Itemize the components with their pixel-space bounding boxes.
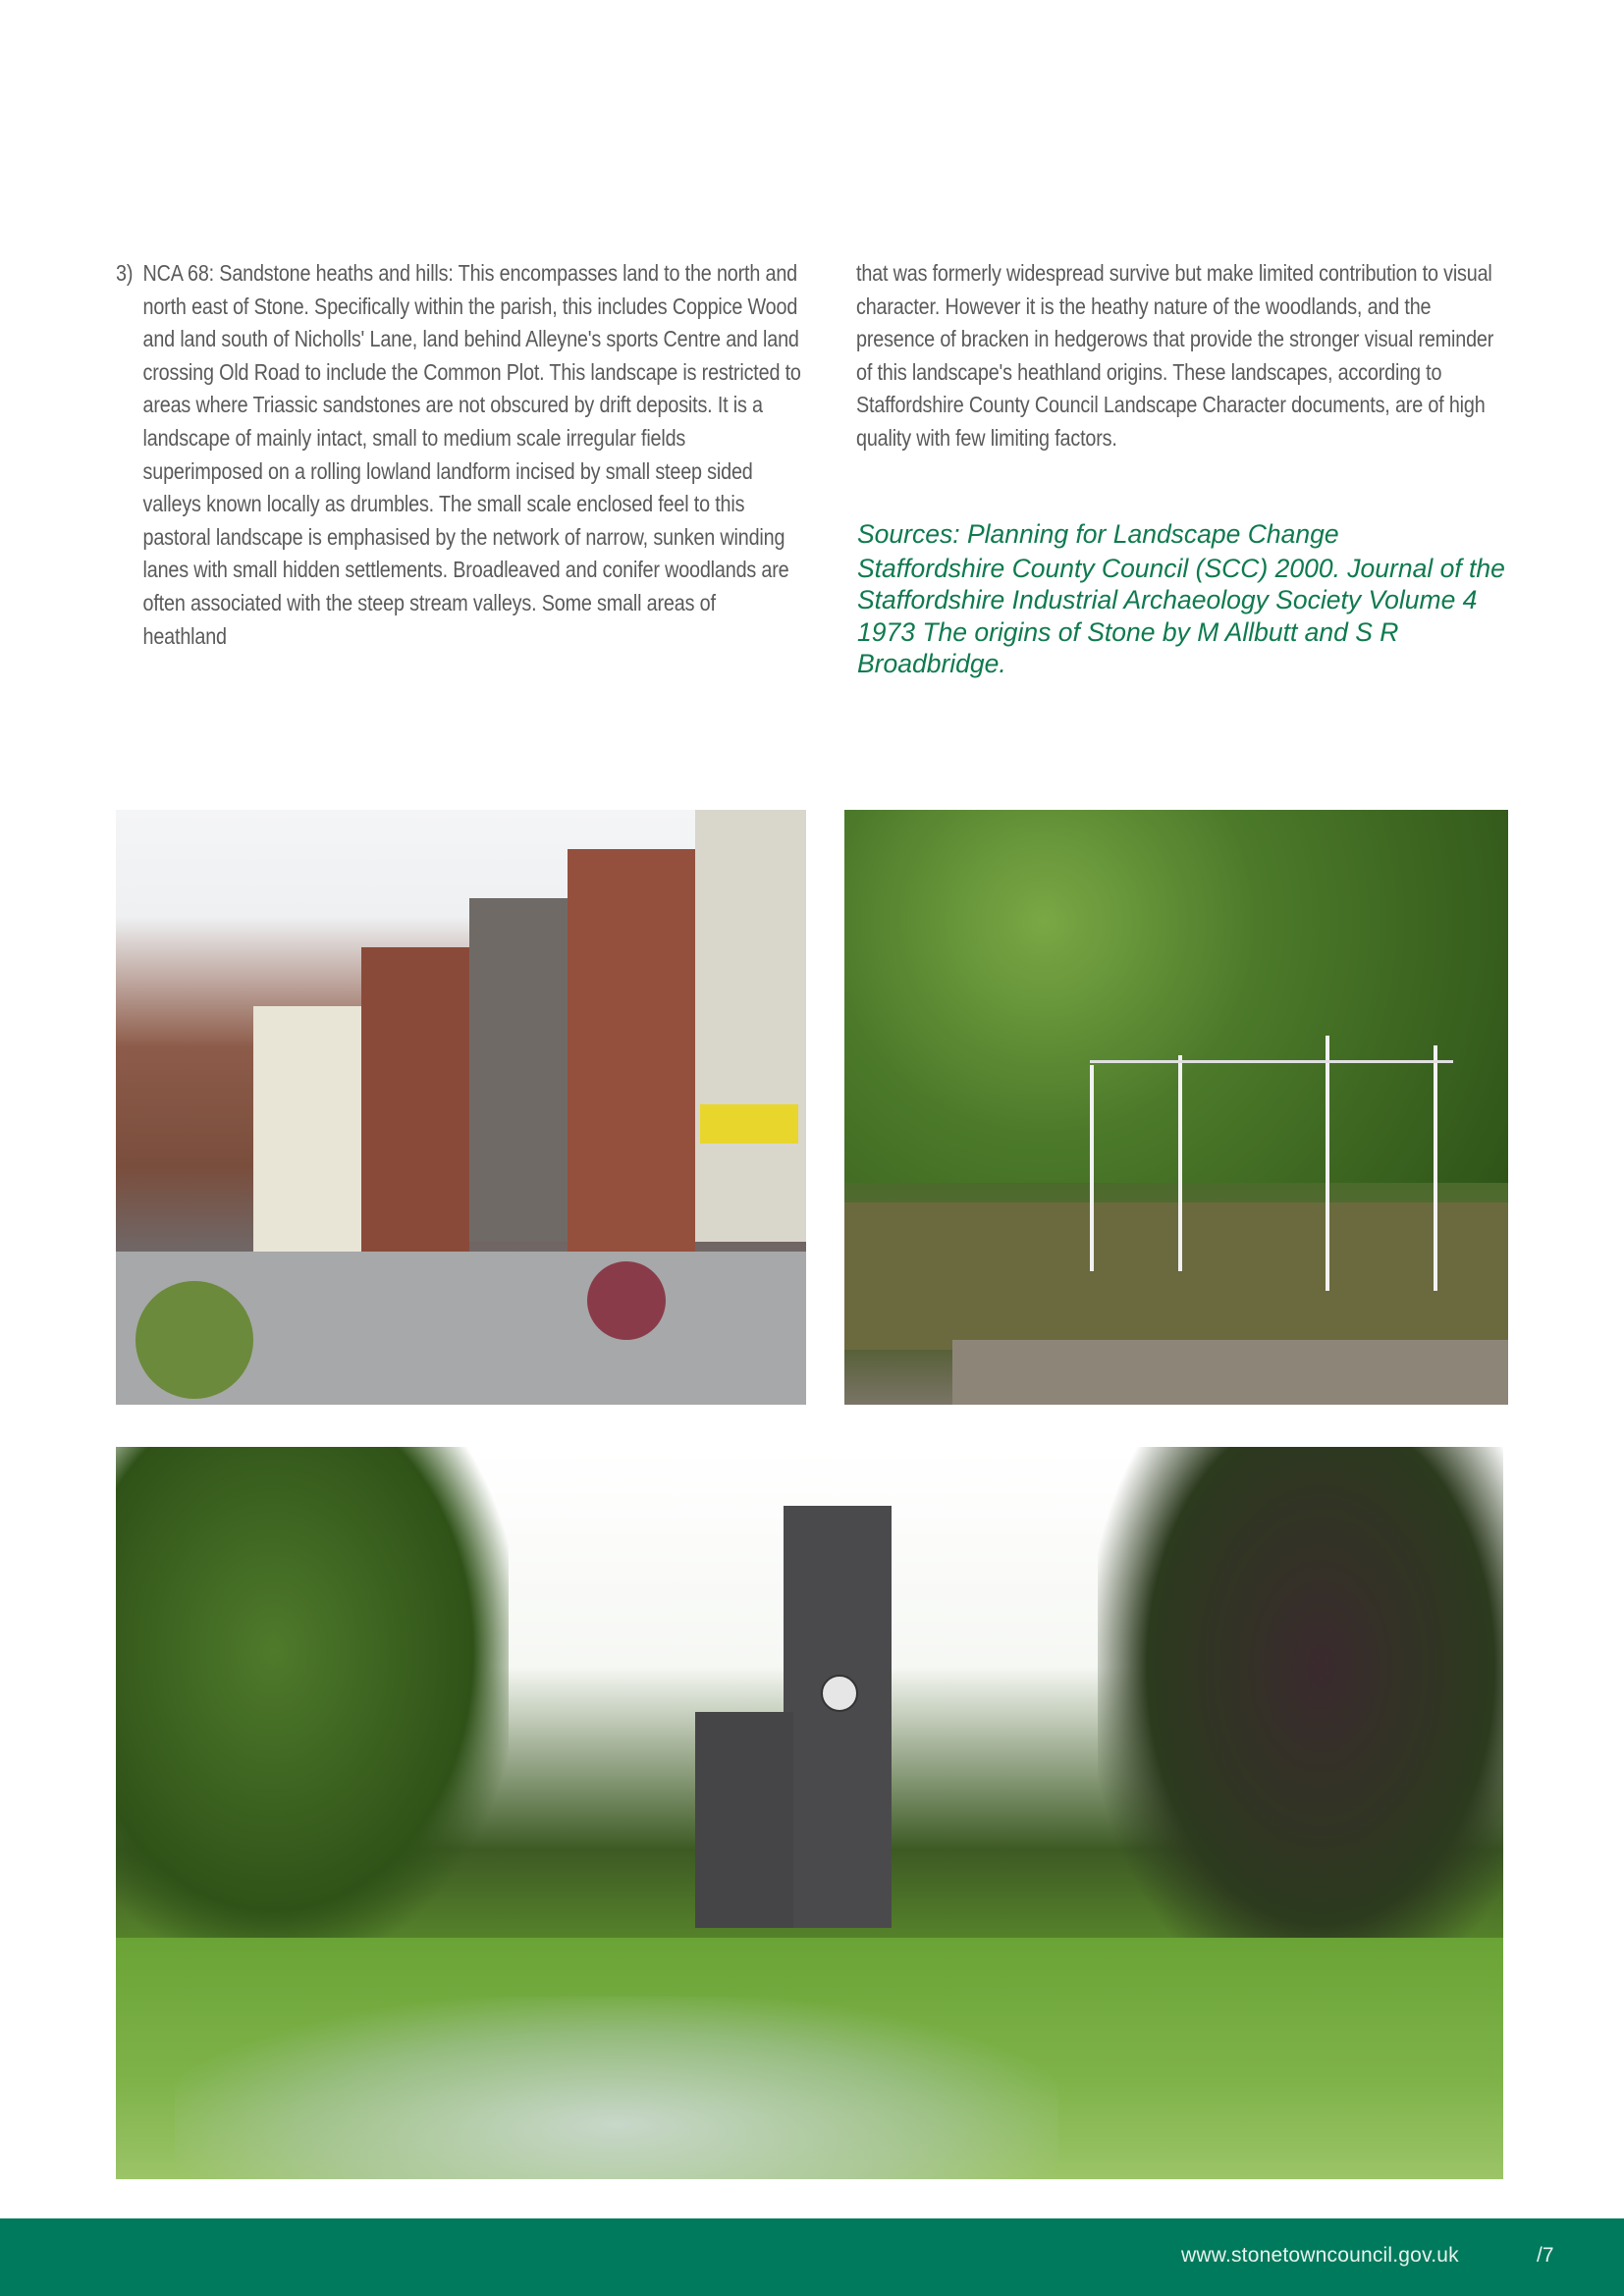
website-link[interactable]: www.stonetowncouncil.gov.uk (1181, 2244, 1459, 2267)
photo-pond-installation (844, 810, 1508, 1405)
right-text-column (856, 257, 1514, 455)
paragraph-text-continued: that was formerly widespread survive but make limited contribution to visual character. However it is the heathy nature of the woodlands, and the presence of bracken in hedgerows that provide the stronger visual reminder of this landscape's heathland origins. These landscapes, according to Staffordshire County Council Landscape Character documents, are of high quality with few limiting factors. (856, 260, 1494, 451)
item-number: 3) (116, 260, 134, 286)
sources-text: Staffordshire County Council (SCC) 2000. Journal of the Staffordshire Industrial Archaeology Society Volume 4 1973 The origins of Stone by M Allbutt and S R Broadbridge. (857, 553, 1505, 678)
left-text-column (116, 257, 803, 653)
sources-heading: Sources: Planning for Landscape Change (857, 519, 1339, 549)
numbered-paragraph (116, 257, 801, 653)
sources-citation (857, 518, 1525, 680)
photo-high-street (116, 810, 806, 1405)
paragraph-text: NCA 68: Sandstone heaths and hills: This encompasses land to the north and north east of Stone. Specifically within the parish, this includes Coppice Wood and land south of Nicholls' Lane, land behind Alleyne's sports Centre and land crossing Old Road to include the Common Plot. This landscape is restricted to areas where Triassic sandstones are not obscured by drift deposits. It is a landscape of mainly intact, small to medium scale irregular fields superimposed on a rolling lowland landform incised by small steep sided valleys known locally as drumbles. The small scale enclosed feel to this pastoral landscape is emphasised by the network of narrow, sunken winding lanes with small hidden settlements. Broadleaved and conifer woodlands are often associated with the steep stream valleys. Some small areas of heathland (142, 260, 801, 649)
photo-church-meadow (116, 1447, 1503, 2179)
page-number: /7 (1537, 2244, 1554, 2267)
page-footer (0, 2218, 1624, 2296)
